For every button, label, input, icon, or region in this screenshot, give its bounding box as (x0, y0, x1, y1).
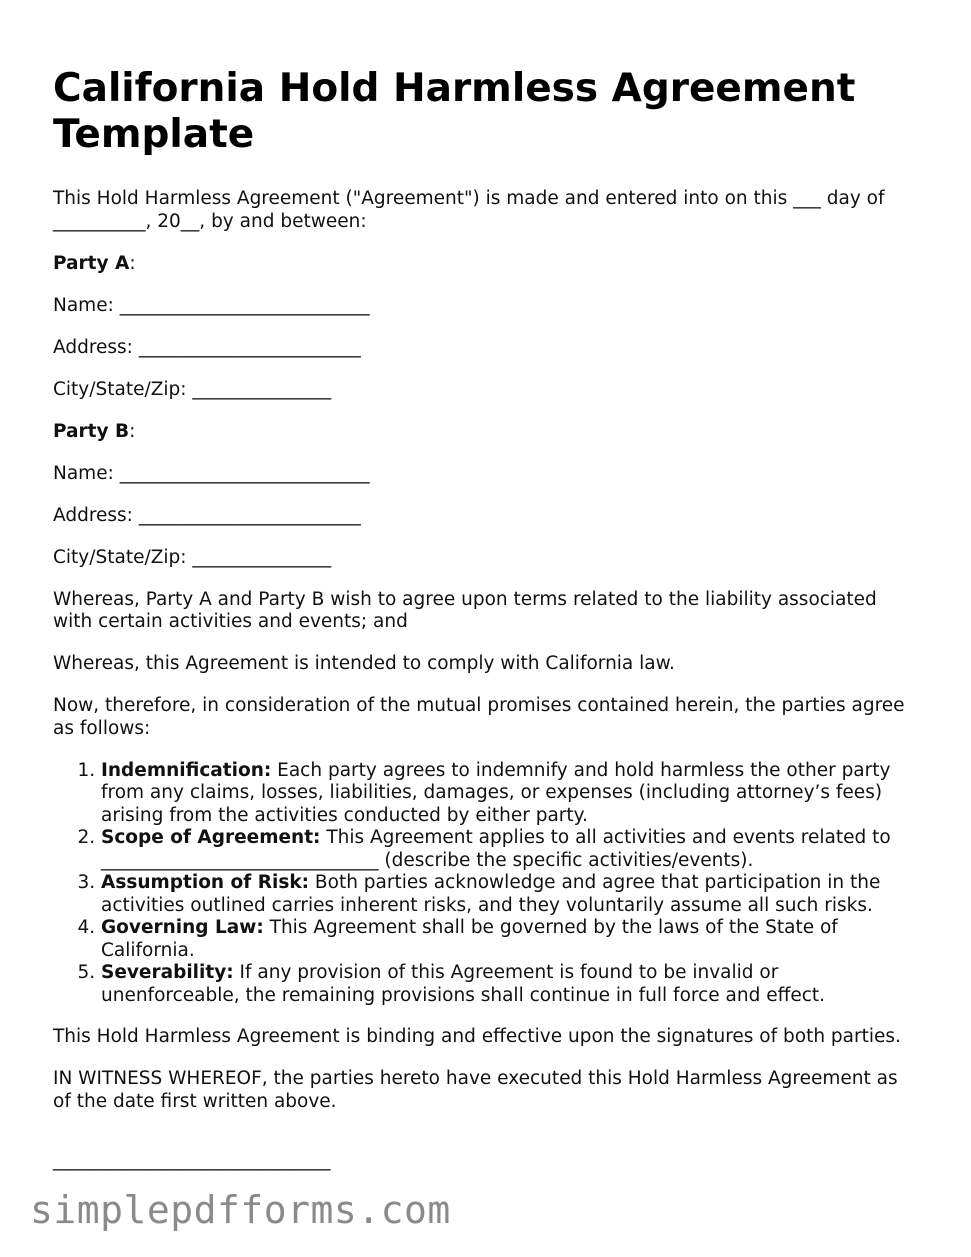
party-b-colon: : (129, 420, 136, 442)
whereas-paragraph-1: Whereas, Party A and Party B wish to agree upon terms related to the liability associated with certain activities and events; and (53, 588, 877, 632)
list-item (101, 827, 915, 872)
term-title: Governing Law: (101, 917, 264, 938)
party-b-heading (53, 421, 915, 444)
now-therefore-paragraph: Now, therefore, in consideration of the mutual promises contained herein, the parties agree as follows: (53, 695, 905, 739)
document-page (53, 66, 915, 1133)
signature-line: ______________________________ (53, 1150, 331, 1171)
term-title: Assumption of Risk: (101, 872, 310, 893)
term-text: This Agreement applies to all activities and events related to ______________________________ (describe the specific activities/events). (101, 827, 891, 871)
party-a-colon: : (129, 252, 136, 274)
term-text: Both parties acknowledge and agree that participation in the activities outlined carries inherent risks, and they voluntarily assume all such risks. (101, 872, 881, 916)
whereas-paragraph-2: Whereas, this Agreement is intended to comply with California law. (53, 653, 675, 674)
list-item (101, 962, 915, 1007)
intro-paragraph: This Hold Harmless Agreement ("Agreement") is made and entered into on this ___ day of __________, 20__, by and between: (53, 188, 885, 232)
list-item (101, 760, 915, 828)
list-item (101, 917, 915, 962)
party-b-label: Party B (53, 420, 130, 442)
list-item (101, 872, 915, 917)
party-a-address-field: Address: ________________________ (53, 336, 361, 358)
party-b-name-field: Name: ___________________________ (53, 462, 370, 484)
terms-list (53, 760, 915, 1008)
term-text: If any provision of this Agreement is found to be invalid or unenforceable, the remaining provisions shall continue in full force and effect. (101, 962, 826, 1006)
page-title: California Hold Harmless Agreement Template (53, 66, 856, 157)
term-text: Each party agrees to indemnify and hold harmless the other party from any claims, losses, liabilities, damages, or expenses (including attorney’s fees) arising from the activities conducted by either party. (101, 759, 891, 826)
party-b-city-field: City/State/Zip: _______________ (53, 546, 332, 568)
binding-paragraph: This Hold Harmless Agreement is binding and effective upon the signatures of both parties. (53, 1026, 901, 1047)
term-title: Scope of Agreement: (101, 827, 321, 848)
party-a-heading (53, 253, 915, 276)
term-text: This Agreement shall be governed by the laws of the State of California. (101, 917, 838, 961)
term-title: Severability: (101, 962, 234, 983)
term-title: Indemnification: (101, 759, 272, 781)
party-b-address-field: Address: ________________________ (53, 504, 361, 526)
party-a-city-field: City/State/Zip: _______________ (53, 378, 332, 400)
party-a-label: Party A (53, 252, 130, 274)
party-a-name-field: Name: ___________________________ (53, 294, 370, 316)
witness-paragraph: IN WITNESS WHEREOF, the parties hereto have executed this Hold Harmless Agreement as of the date first written above. (53, 1068, 898, 1112)
watermark-text: simplepdfforms.com (30, 1188, 451, 1232)
